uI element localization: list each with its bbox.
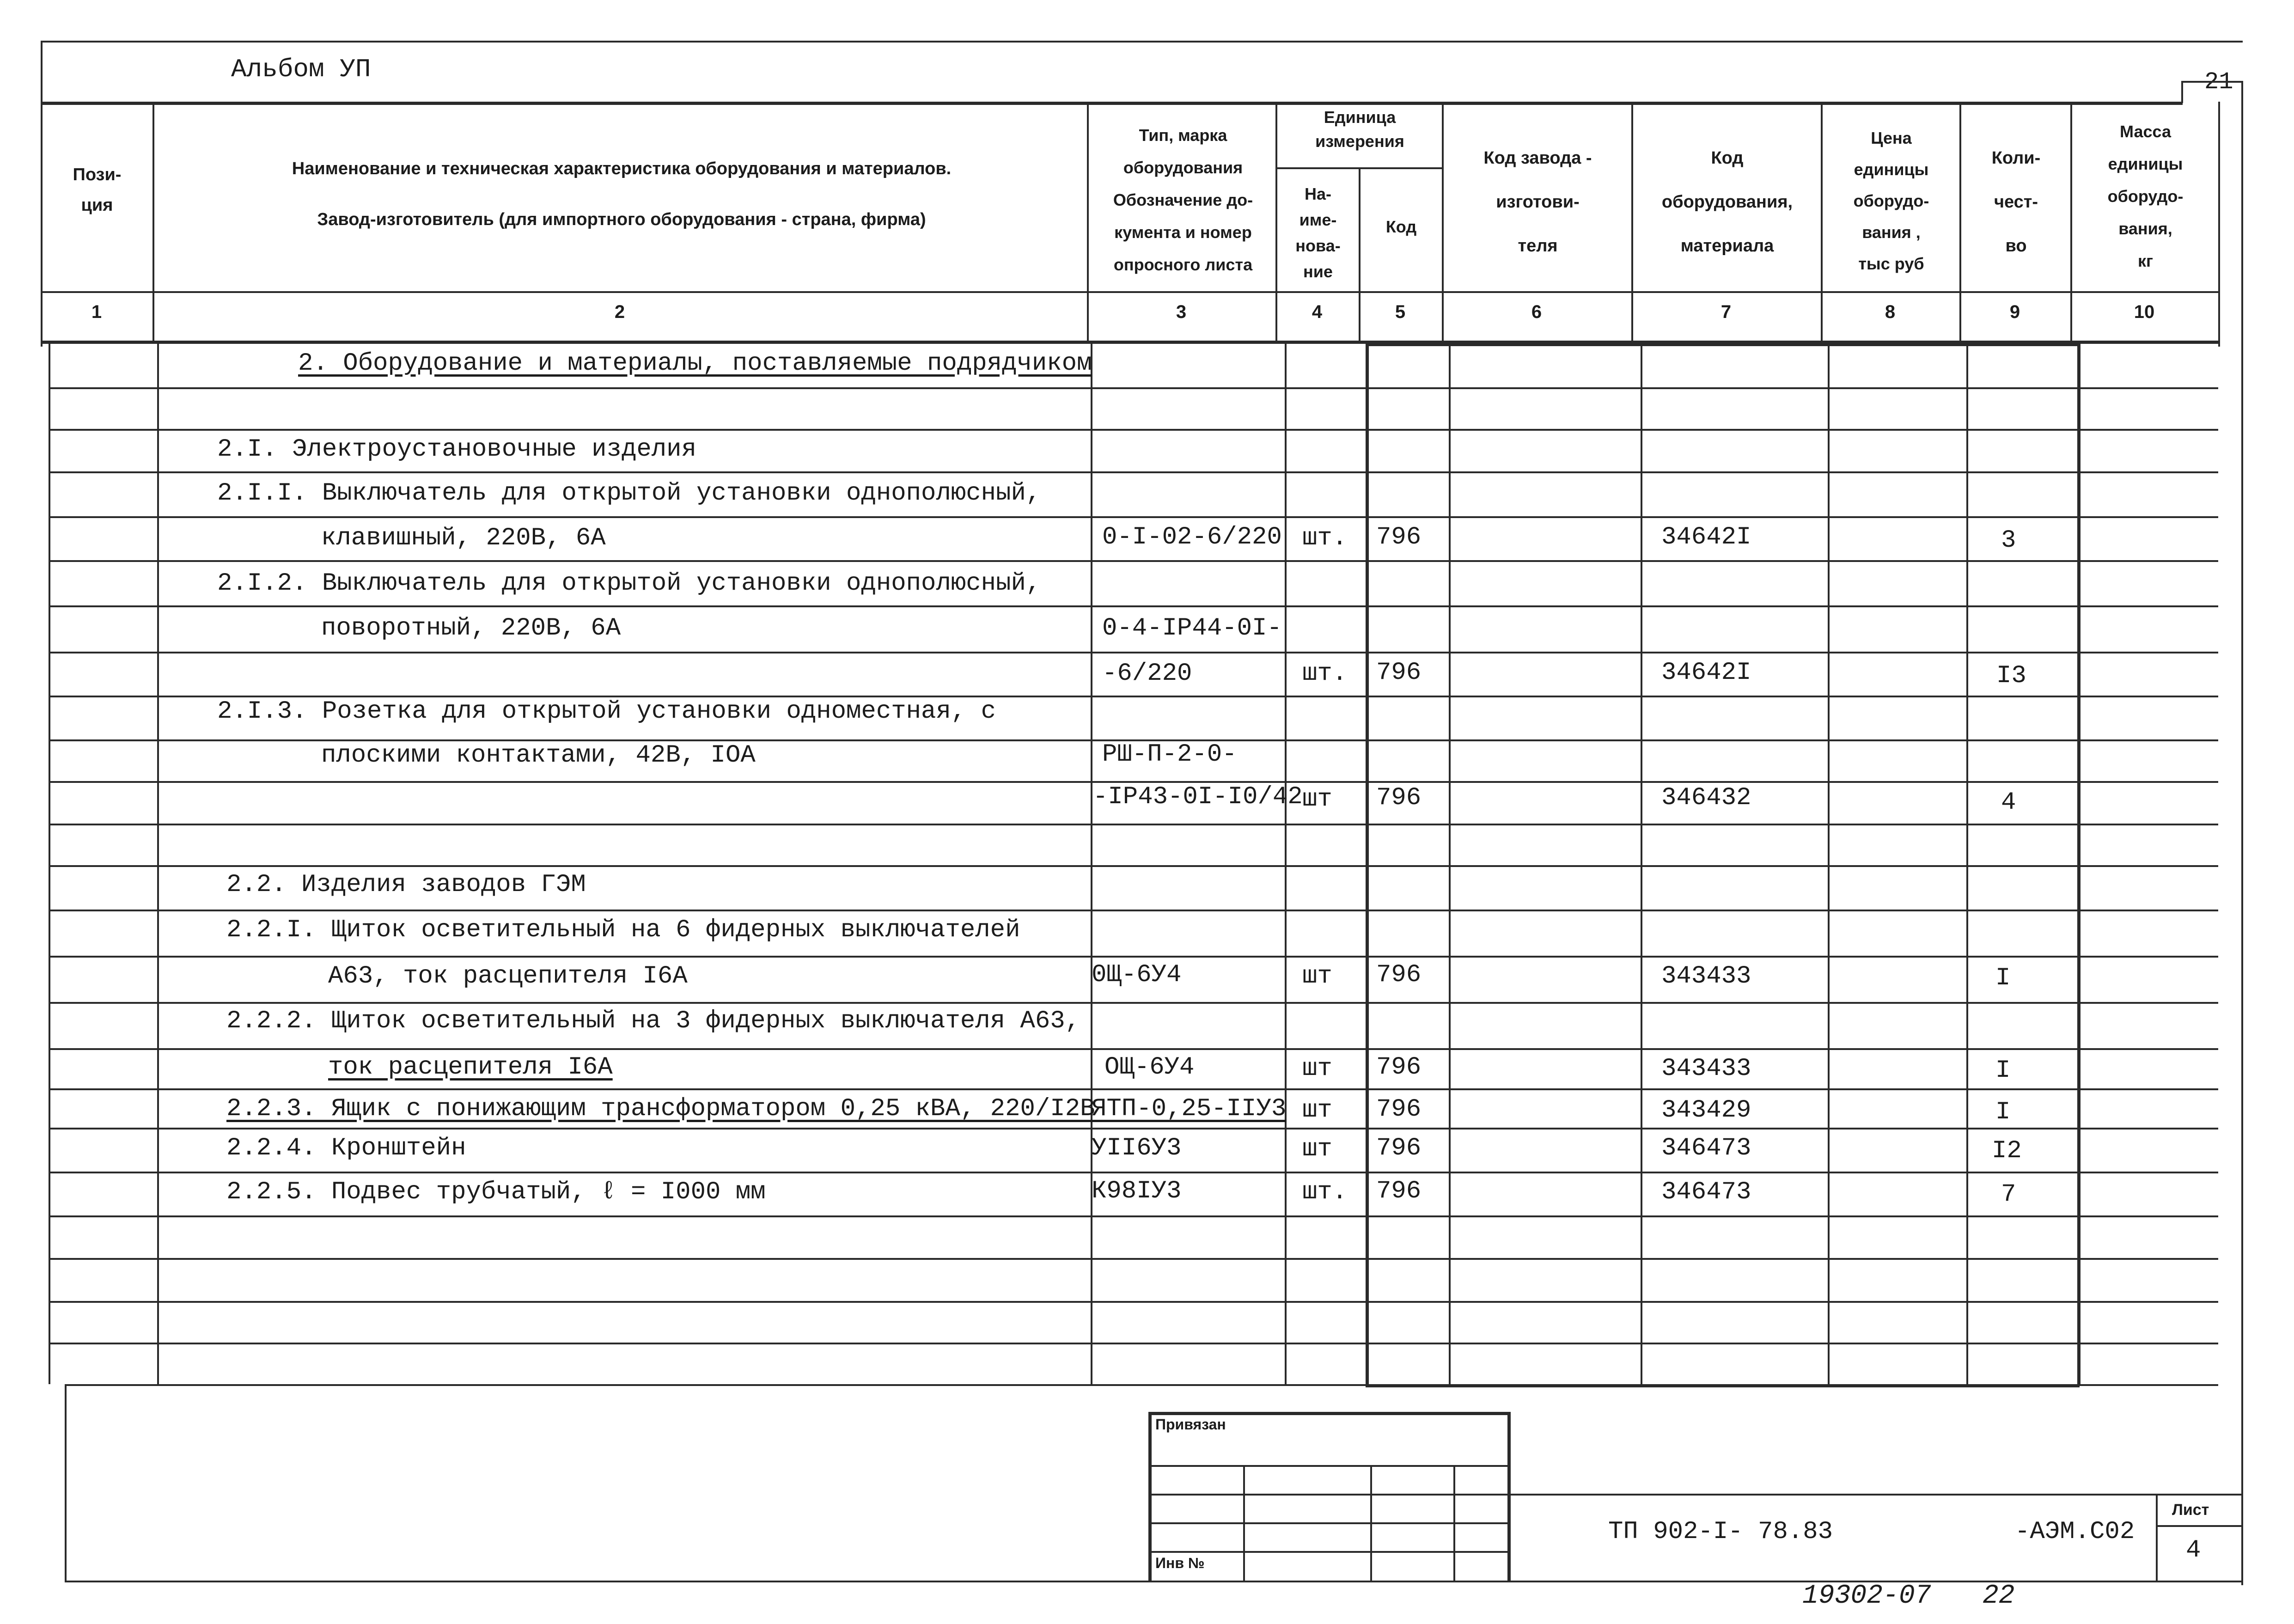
section-2-1-title: 2.I. Электроустановочные изделия [217,435,696,464]
item-2-1-2-unit: шт. [1302,659,1348,688]
column-number-5: 5 [1395,302,1406,322]
item-2-2-5-line1: 2.2.5. Подвес трубчатый, ℓ = I000 мм [226,1178,766,1206]
item-2-1-3-line2: плоскими контактами, 42В, IOA [321,741,756,769]
item-2-2-2-line1: 2.2.2. Щиток осветительный на 3 фидерных выключателя А63, [226,1007,1080,1035]
item-2-2-1-line1: 2.2.I. Щиток осветительный на 6 фидерных выключателей [226,916,1020,944]
item-2-2-3-code: 796 [1376,1095,1422,1123]
item-2-2-4-unit: шт [1302,1135,1332,1163]
column-number-4: 4 [1312,302,1323,322]
header-unit-name: На- име- нова- ние [1295,184,1341,281]
item-2-2-3-unit: шт [1302,1096,1332,1124]
stamp-attached-label: Привязан [1155,1416,1226,1433]
header-mass: Масса единицы оборудо- вания, кг [2107,122,2184,270]
column-number-2: 2 [614,302,625,322]
item-2-2-2-mat-code: 343433 [1661,1055,1751,1083]
item-2-1-1-unit: шт. [1302,524,1348,552]
item-2-1-3-line1: 2.I.3. Розетка для открытой установки одноместная, с [217,697,996,726]
item-2-2-2-qty: I [1995,1056,2011,1085]
section-2-title: 2. Оборудование и материалы, поставляемые подрядчиком [298,349,1092,378]
column-number-9: 9 [2009,302,2020,322]
item-2-1-3-unit: шт [1302,785,1332,813]
item-2-2-3-type: ЯТП-0,25-IIУ3 [1092,1095,1287,1123]
item-2-1-1-line2: клавишный, 220В, 6А [321,524,606,552]
section-2-2-title: 2.2. Изделия заводов ГЭМ [226,871,586,899]
item-2-2-4-qty: I2 [1992,1137,2022,1165]
item-2-1-2-line2: поворотный, 220В, 6А [321,614,621,642]
item-2-2-2-line2: ток расцепителя I6А [328,1053,613,1081]
item-2-1-2-type-1: 0-4-IP44-0I- [1102,614,1282,642]
album-label: Альбом УП [231,55,371,84]
item-2-1-1-type: 0-I-02-6/220 [1102,523,1282,551]
item-2-1-2-code: 796 [1376,659,1422,687]
item-2-1-3-qty: 4 [2001,788,2016,817]
item-2-2-1-mat-code: 343433 [1661,962,1751,990]
item-2-1-2-qty: I3 [1996,662,2026,690]
stamp-sheet-label: Лист [2172,1501,2209,1519]
item-2-2-2-code: 796 [1376,1053,1422,1081]
column-number-3: 3 [1176,302,1187,322]
item-2-2-1-line2: А63, ток расцепителя I6А [328,962,688,990]
item-2-1-2-type-2: -6/220 [1102,659,1192,688]
column-number-6: 6 [1531,302,1542,322]
item-2-1-3-code: 796 [1376,784,1422,812]
item-2-2-5-qty: 7 [2001,1180,2016,1209]
item-2-2-3-qty: I [1995,1098,2011,1126]
item-2-2-5-mat-code: 346473 [1661,1178,1751,1206]
item-2-1-3-type-1: РШ-П-2-0- [1102,740,1237,769]
item-2-1-2-line1: 2.I.2. Выключатель для открытой установки однополюсный, [217,569,1041,598]
header-unit-group: Единица измерения [1315,108,1404,151]
header-name: Наименование и техническая характеристика оборудования и материалов. Завод-изготовитель (для импортного оборудования - страна, фирма) [292,159,952,229]
stamp-sheet-number: 4 [2186,1536,2201,1564]
footer-page-number: 22 [1983,1581,2015,1611]
stamp-document-code: ТП 902-I- 78.83 [1608,1518,1833,1546]
item-2-1-2-mat-code: 34642I [1661,659,1751,687]
header-quantity: Коли- чест- во [1991,148,2041,256]
item-2-1-1-line1: 2.I.I. Выключатель для открытой установки однополюсный, [217,479,1041,507]
item-2-2-2-type: ОЩ-6У4 [1104,1053,1195,1081]
item-2-2-1-qty: I [1995,964,2011,992]
column-number-7: 7 [1720,302,1732,322]
stamp-inventory-label: Инв № [1155,1555,1205,1571]
item-2-2-1-unit: шт [1302,962,1332,990]
item-2-2-1-code: 796 [1376,961,1422,989]
header-equipment-code: Код оборудования, материала [1661,148,1793,256]
column-number-10: 10 [2134,302,2155,322]
item-2-2-4-code: 796 [1376,1134,1422,1162]
item-2-2-5-code: 796 [1376,1177,1422,1205]
header-unit-code: Код [1385,217,1417,236]
item-2-2-5-unit: шт. [1302,1178,1348,1206]
item-2-1-3-mat-code: 346432 [1661,784,1751,812]
column-number-8: 8 [1885,302,1896,322]
item-2-2-3-mat-code: 343429 [1661,1096,1751,1124]
header-factory-code: Код завода - изготови- теля [1483,148,1592,256]
item-2-1-1-mat-code: 34642I [1661,523,1751,551]
header-type: Тип, марка оборудования Обозначение до- кумента и номер опросного листа [1113,126,1253,274]
item-2-2-3-line1: 2.2.3. Ящик с понижающим трансформатором 0,25 кВА, 220/I2В [226,1095,1095,1123]
item-2-1-1-code: 796 [1376,523,1422,551]
item-2-2-4-type: УII6У3 [1092,1134,1182,1162]
item-2-2-1-type: 0Щ-6У4 [1092,961,1182,989]
footer-handwritten-code: 19302-07 [1802,1581,1931,1611]
header-price: Цена единицы оборудо- вания , тыс руб [1853,128,1929,273]
header-position: Пози- ция [73,165,122,215]
stamp-document-suffix: -АЭМ.С02 [2015,1518,2135,1546]
item-2-2-4-mat-code: 346473 [1661,1134,1751,1162]
item-2-2-2-unit: шт [1302,1055,1332,1083]
corner-page-number: 21 [2204,68,2233,96]
item-2-1-3-type-2: -IP43-0I-I0/42 [1093,783,1303,811]
item-2-1-1-qty: 3 [2001,526,2016,555]
item-2-2-4-line1: 2.2.4. Кронштейн [226,1134,466,1162]
column-number-1: 1 [91,302,102,322]
item-2-2-5-type: К98IУ3 [1092,1177,1182,1205]
